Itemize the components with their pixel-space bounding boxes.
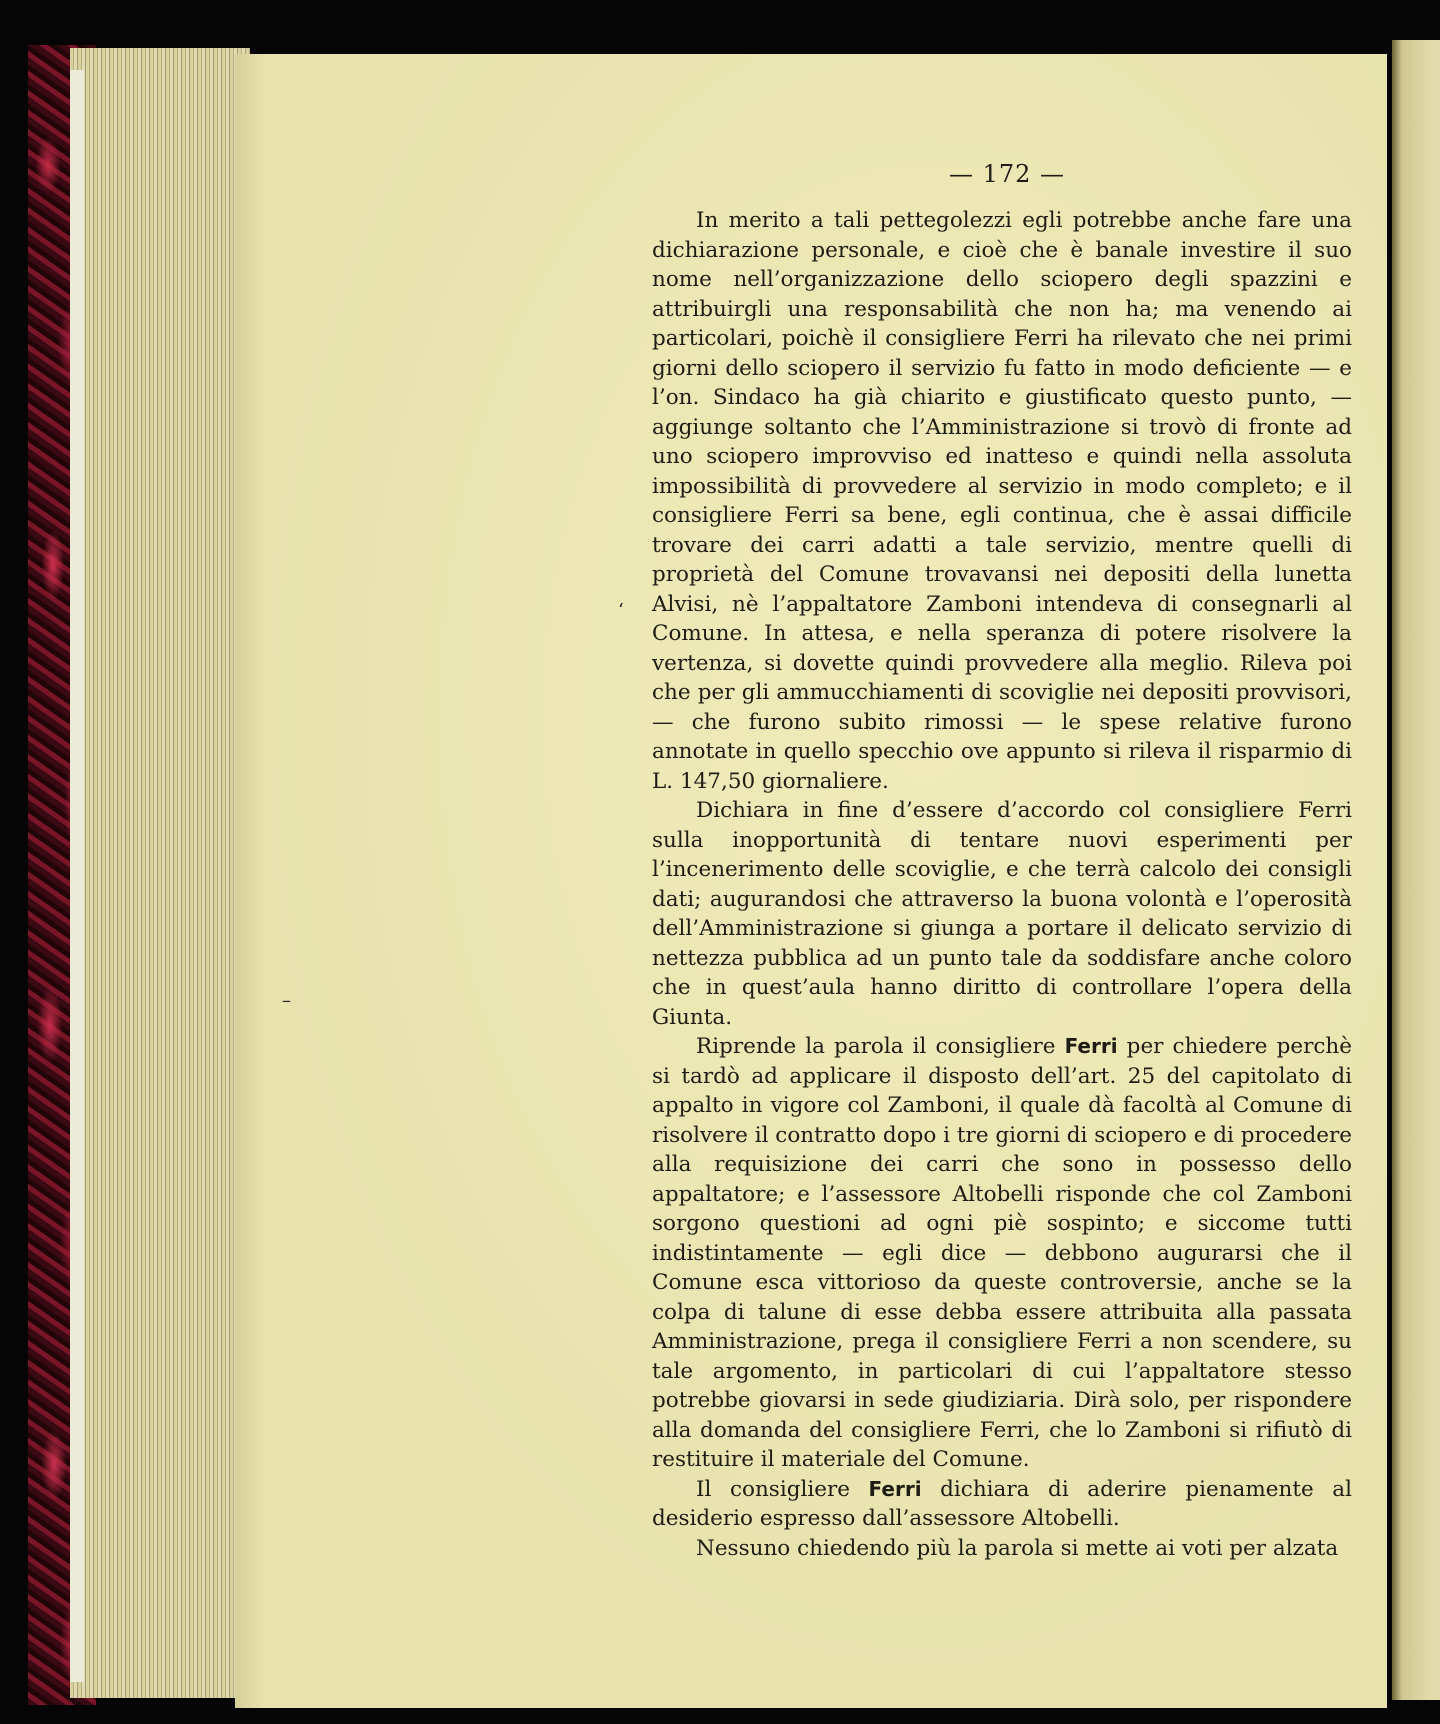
page-content <box>652 160 1352 1563</box>
paragraph-3-text-start: Riprende la parola il consigliere <box>696 1034 1065 1059</box>
paragraph-1-text: In merito a tali pettegolezzi egli potrebbe anche fare una dichiarazione personale, e cioè che è banale investire il suo nome nell’organizzazione dello sciopero degli spazzini e attribuirgli una responsabilità che non ha; ma venendo ai particolari, poichè il consigliere Ferri ha rilevato che nei primi giorni dello sciopero il servizio fu fatto in modo deficiente — e l’on. Sindaco ha già chiarito e giustificato questo punto, — aggiunge soltanto che l’Amministrazione si trovò di fronte ad uno sciopero improvviso ed inatteso e quindi nella assoluta impossibilità di provvedere al servizio in modo completo; e il consigliere Ferri sa bene, egli continua, che è assai difficile trovare dei carri adatti a tale servizio, mentre quelli di proprietà del Comune trovavansi nei depositi della lunetta Alvisi, nè l’appaltatore Zamboni intendeva di consegnarli al Comune. In attesa, e nella speranza di potere risolvere la vertenza, si dovette quindi provvedere alla meglio. Rileva poi che per gli ammucchiamenti di scoviglie nei depositi provvisori, — che furono subito rimossi — le spese relative furono annotate in quello specchio ove appunto si rileva il risparmio di L. 147,50 giornaliere. <box>652 208 1352 794</box>
paragraph-2 <box>652 796 1352 1032</box>
paragraph-4 <box>652 1475 1352 1534</box>
paragraph-4-text-start: Il consigliere <box>696 1476 869 1502</box>
paragraph-3 <box>652 1032 1352 1475</box>
paragraph-5-text: Nessuno chiedendo più la parola si mette ai voti per alzata <box>696 1535 1339 1561</box>
paragraph-4-text-end: dichiara di aderire pienamente al desiderio espresso dall’assessore Altobelli. <box>652 1476 1352 1531</box>
paragraph-5 <box>652 1534 1352 1564</box>
speaker-name: Ferri <box>1064 1034 1118 1058</box>
endpaper-edge <box>70 70 84 1682</box>
margin-dash: – <box>282 990 291 1011</box>
paragraph-2-text: Dichiara in fine d’essere d’accordo col consigliere Ferri sulla inopportunità di tentare nuovi esperimenti per l’incenerimento delle scoviglie, e che terrà calcolo dei consigli dati; augurandosi che attraverso la buona volontà e l’operosità dell’Amministrazione si giunga a portare il delicato servizio di nettezza pubblica ad un punto tale da soddisfare anche coloro che in quest’aula hanno diritto di controllare l’opera della Giunta. <box>652 798 1352 1030</box>
margin-mark: ʻ <box>618 600 624 621</box>
page-edges <box>70 48 250 1698</box>
speaker-name: Ferri <box>868 1476 922 1501</box>
page-number: — 172 — <box>948 160 1066 188</box>
paragraph-3-text-end: per chiedere perchè si tardò ad applicare il disposto dell’art. 25 del capitolato di appalto in vigore col Zamboni, il quale dà facoltà al Comune di risolvere il contratto dopo i tre giorni di sciopero e di procedere alla requisizione dei carri che sono in possesso dello appaltatore; e l’assessore Altobelli risponde che col Zamboni sorgono questioni ad ogni piè sospinto; e siccome tutti indistintamente — egli dice — debbono augurarsi che il Comune esca vittorioso da queste controversie, anche se la colpa di talune di esse debba essere attribuita alla passata Amministrazione, prega il consigliere Ferri a non scendere, su tale argomento, in particolari di cui l’appaltatore stesso potrebbe giovarsi in sede giudiziaria. Dirà solo, per rispondere alla domanda del consigliere Ferri, che lo Zamboni si rifiutò di restituire il materiale del Comune. <box>652 1034 1352 1472</box>
paragraph-1 <box>652 206 1352 796</box>
facing-page-edge <box>1392 40 1440 1700</box>
